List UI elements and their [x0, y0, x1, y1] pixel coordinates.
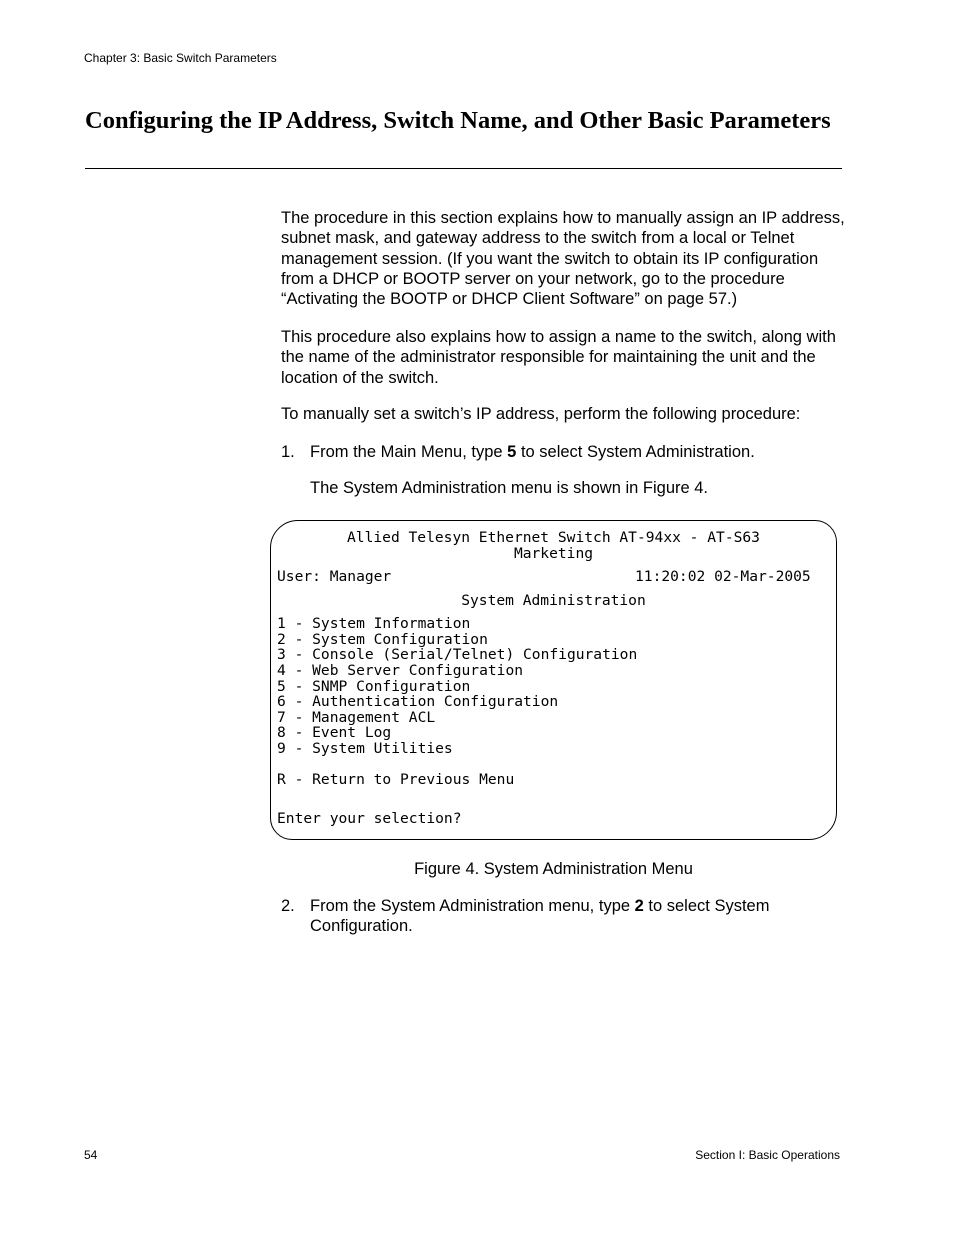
procedure-lead: To manually set a switch’s IP address, perform the following procedure: [281, 405, 801, 423]
footer-section-label: Section I: Basic Operations [695, 1148, 840, 1162]
screen-prompt: Enter your selection? [277, 810, 462, 827]
menu-option: 9 - System Utilities [277, 740, 453, 757]
menu-option: 7 - Management ACL [277, 709, 436, 726]
step-text: From the Main Menu, type 5 to select System Administration. [310, 443, 755, 461]
menu-option: 5 - SNMP Configuration [277, 678, 471, 695]
figure-caption: Figure 4. System Administration Menu [414, 860, 693, 878]
section-title: Configuring the IP Address, Switch Name, and Other Basic Parameters [85, 107, 831, 134]
step-key: 5 [507, 443, 517, 461]
menu-option: 8 - Event Log [277, 724, 392, 741]
screen-menu-title: System Administration [461, 592, 646, 609]
menu-option: 4 - Web Server Configuration [277, 662, 524, 679]
step-number: 1. [281, 443, 295, 461]
screen-user: User: Manager [277, 568, 392, 585]
step-key: 2 [634, 897, 644, 915]
menu-option: 2 - System Configuration [277, 631, 488, 648]
running-head: Chapter 3: Basic Switch Parameters [84, 51, 277, 65]
step-text: From the System Administration menu, type 2 to select System Configuration. [310, 897, 770, 936]
step-1-note: The System Administration menu is shown in Figure 4. [310, 479, 709, 497]
menu-option: 6 - Authentication Configuration [277, 693, 559, 710]
screen-system-name: Marketing [513, 545, 594, 562]
intro-paragraph: The procedure in this section explains how to manually assign an IP address, subnet mask, and gateway address to the switch from a local or Telnet management session. (If you want the switch to obtain its IP configuration from a DHCP or BOOTP server on your network, go to the procedure “Activating the BOOTP or DHCP Client Software” on page 57.) [281, 209, 845, 309]
menu-option: 1 - System Information [277, 615, 471, 632]
menu-option: 3 - Console (Serial/Telnet) Configuration [277, 646, 638, 663]
step-number: 2. [281, 897, 295, 915]
screen-product-line: Allied Telesyn Ethernet Switch AT-94xx - AT-S63 [347, 529, 760, 546]
page-number: 54 [84, 1148, 98, 1162]
title-rule [85, 168, 842, 169]
menu-return-option: R - Return to Previous Menu [277, 771, 515, 788]
name-paragraph: This procedure also explains how to assign a name to the switch, along with the name of the administrator responsible for maintaining the unit and the location of the switch. [281, 328, 836, 387]
screen-timestamp: 11:20:02 02-Mar-2005 [635, 568, 811, 585]
